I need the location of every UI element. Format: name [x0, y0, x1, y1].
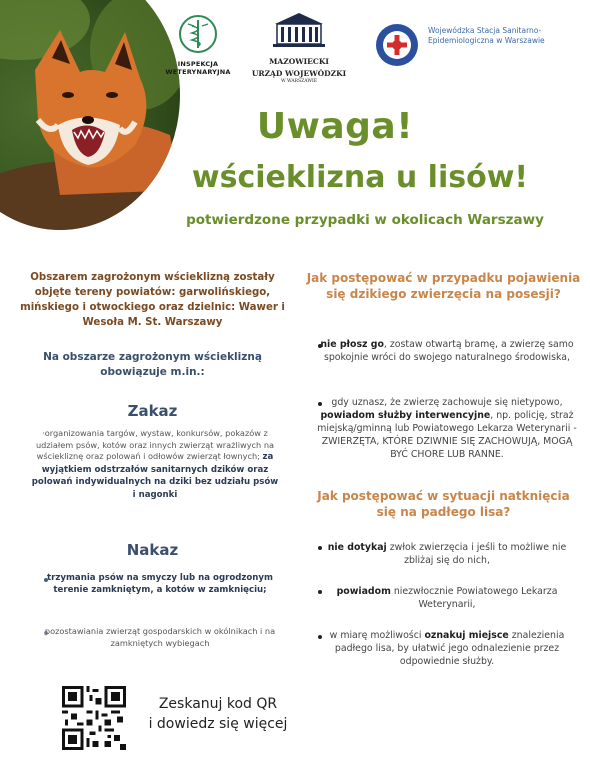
intro-text: Obszarem zagrożonym wścieklizną zostały objęte tereny powiatów: garwolińskiego, mińskiego i otwockiego oraz dzielnic: Wawer i Wesoła M. St. Warszawy — [20, 272, 285, 328]
qr-caption — [138, 694, 298, 734]
right-item-5-b: znalezienia padłego lisa, by ułatwić jego odnalezienie przez odpowiednie służby. — [334, 630, 565, 667]
nakaz-item-2: pozostawiania zwierząt gospodarskich w okólnikach i na zamkniętych wybiegach — [44, 626, 276, 648]
inspekcja-weterynaryjna-logo — [158, 14, 238, 76]
right-item-5 — [312, 629, 582, 668]
zakaz-text: ·organizowania targów, wystaw, konkursów, pokazów z udziałem psów, kotów oraz innych zwierząt wrażliwych na wściekliznę oraz polowań i odłowów zwierząt łownych; — [35, 428, 275, 461]
mandatory-text: Na obszarze zagrożonym wścieklizną obowiązuje m.in.: — [43, 351, 262, 378]
right-item-3-text: zwłok zwierzęcia i jeśli to możliwe nie zbliżaj się do nich, — [386, 542, 567, 566]
caduceus-icon — [178, 14, 218, 54]
right-item-2-a: gdy uznasz, że zwierzę zachowuje się nietypowo, — [331, 397, 563, 408]
building-icon — [269, 10, 329, 50]
headline-subtitle: wścieklizna u lisów! — [191, 160, 529, 195]
headline-title: Uwaga! — [256, 106, 414, 147]
right-item-2 — [312, 396, 582, 461]
fox-photo — [0, 0, 180, 230]
right-item-4 — [312, 585, 582, 611]
urzad-line-3: W WARSZAWIE — [280, 79, 318, 84]
headline-tagline: potwierdzone przypadki w okolicach Warszawy — [186, 212, 544, 228]
urzad-wojewodzki-logo — [244, 10, 354, 84]
right-item-3-bold: nie dotykaj — [327, 542, 387, 553]
right-item-1-text: , zostaw otwartą bramę, a zwierzę samo spokojnie wróci do swojego naturalnego środowiska, — [323, 339, 574, 363]
section-wild-animal-title: Jak postępować w przypadku pojawienia się dzikiego zwierzęcia na posesji? — [306, 271, 581, 301]
right-item-1-bold: nie płosz go — [320, 339, 384, 350]
right-item-4-text: niezwłocznie Powiatowego Lekarza Weterynarii, — [390, 586, 558, 610]
section-dead-fox-title: Jak postępować w sytuacji natknięcia się na padłego lisa? — [317, 489, 570, 519]
qr-code[interactable] — [62, 686, 126, 750]
wsse-label: Wojewódzka Stacja Sanitarno-Epidemiologiczna w Warszawie — [428, 26, 545, 45]
right-item-5-a: w miarę możliwości — [329, 630, 425, 641]
right-item-2-bold: powiadom służby interwencyjne — [320, 410, 491, 421]
zakaz-body — [30, 428, 280, 501]
qr-caption-line-2: i dowiedz się więcej — [148, 716, 288, 732]
fox-illustration — [0, 0, 180, 230]
right-item-4-bold: powiadom — [336, 586, 391, 597]
sanepid-emblem-icon — [374, 22, 420, 68]
right-item-3 — [312, 541, 582, 567]
inspekcja-label: INSPEKCJA WETERYNARYJNA — [165, 60, 231, 76]
qr-caption-line-1: Zeskanuj kod QR — [158, 696, 278, 712]
right-item-2-b: , np. policję, straż miejską/gminną lub Powiatowego Lekarza Weterynarii - ZWIERZĘTA, KTÓRE DZIWNIE SIĘ ZACHOWUJĄ, MOGĄ BYĆ CHORE LUB RANNE. — [317, 410, 577, 460]
zakaz-title: Zakaz — [127, 402, 178, 420]
urzad-line-1: MAZOWIECKI — [269, 57, 329, 66]
right-item-1 — [312, 338, 582, 364]
nakaz-title: Nakaz — [126, 541, 179, 559]
right-item-5-bold: oznakuj miejsce — [424, 630, 509, 641]
zakaz-exception: za wyjątkiem odstrzałów sanitarnych dzików oraz polowań indywidualnych na dziki bez udziału psów i nagonki — [31, 452, 279, 500]
nakaz-item-1: trzymania psów na smyczy lub na ogrodzonym terenie zamkniętym, a kotów w zamknięciu; — [47, 573, 273, 595]
urzad-line-2: URZĄD WOJEWÓDZKI — [251, 69, 347, 78]
wsse-logo — [374, 22, 584, 72]
